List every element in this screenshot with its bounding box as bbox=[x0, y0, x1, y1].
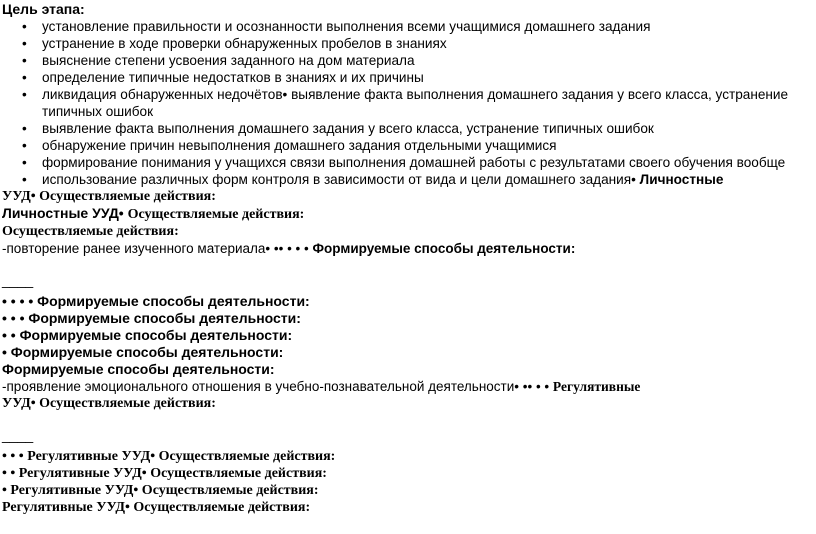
bullet-icon: • bbox=[22, 87, 27, 102]
formed-methods-line: • • • Формируемые способы деятельности: bbox=[2, 310, 301, 326]
list-item: • использование различных форм контроля в зависимости от вида и цели домашнего задания• Личностные bbox=[22, 172, 724, 187]
formed-methods-line: • • • • Формируемые способы деятельности: bbox=[2, 293, 310, 309]
bullet-icon: • bbox=[22, 70, 27, 85]
regulatory-uud-line: • Регулятивные УУД• Осуществляемые действия: bbox=[2, 483, 319, 498]
bullet-icon: • bbox=[22, 138, 27, 153]
regulatory-uud-line: • • Регулятивные УУД• Осуществляемые действия: bbox=[2, 466, 327, 481]
list-item: • выявление факта выполнения домашнего задания у всего класса, устранение типичных ошибок bbox=[22, 121, 654, 136]
bullet-icon: • bbox=[22, 19, 27, 34]
regulatory-uud-line: Регулятивные УУД• Осуществляемые действия: bbox=[2, 500, 311, 515]
personal-label: Личностные bbox=[639, 172, 724, 187]
list-item: • обнаружение причин невыполнения домашнего задания отдельными учащимися bbox=[22, 138, 557, 153]
list-item: • определение типичные недостатков в знаниях и их причины bbox=[22, 70, 424, 85]
regulatory-actions-line: УУД• Осуществляемые действия: bbox=[2, 396, 216, 411]
personal-uud-line: Личностные УУД• Осуществляемые действия: bbox=[2, 205, 305, 222]
list-item: • устранение в ходе проверки обнаруженных пробелов в знаниях bbox=[22, 36, 447, 51]
formed-methods-line: • Формируемые способы деятельности: bbox=[2, 344, 284, 360]
bullet-icon: • bbox=[22, 172, 27, 187]
formed-methods-line: Формируемые способы деятельности: bbox=[2, 361, 275, 377]
list-item: • выяснение степени усвоения заданного на дом материала bbox=[22, 53, 415, 68]
actions-label: Осуществляемые действия: bbox=[2, 224, 179, 239]
bullet-icon: • bbox=[22, 36, 27, 51]
bullet-icon: • bbox=[22, 121, 27, 136]
list-item: • ликвидация обнаруженных недочётов• выявление факта выполнения домашнего задания у всего класса, устранение типичных ошибок bbox=[22, 87, 789, 119]
bullet-icon: • bbox=[22, 155, 27, 170]
formed-methods-line: • • Формируемые способы деятельности: bbox=[2, 327, 293, 343]
personal-actions-line: УУД• Осуществляемые действия: bbox=[2, 189, 216, 204]
repetition-line: -повторение ранее изученного материала• •• • • • Формируемые способы деятельности: bbox=[2, 241, 576, 256]
list-item: • формирование понимания у учащихся связи выполнения домашней работы с результатами своего обучения вообще bbox=[22, 155, 786, 170]
document-page bbox=[2, 0, 814, 516]
regulatory-uud-line: • • • Регулятивные УУД• Осуществляемые действия: bbox=[2, 449, 336, 464]
bullet-icon: • bbox=[22, 53, 27, 68]
stage-goal-heading: Цель этапа: bbox=[2, 1, 85, 17]
divider-rule: ____ bbox=[2, 427, 34, 443]
list-item: • установление правильности и осознанности выполнения всеми учащимися домашнего задания bbox=[22, 19, 651, 34]
emotional-attitude-line: -проявление эмоционального отношения в учебно-познавательной деятельности• •• • • Регулятивные bbox=[2, 379, 641, 394]
divider-rule: ____ bbox=[2, 272, 34, 288]
goal-bullet-list bbox=[2, 18, 814, 188]
